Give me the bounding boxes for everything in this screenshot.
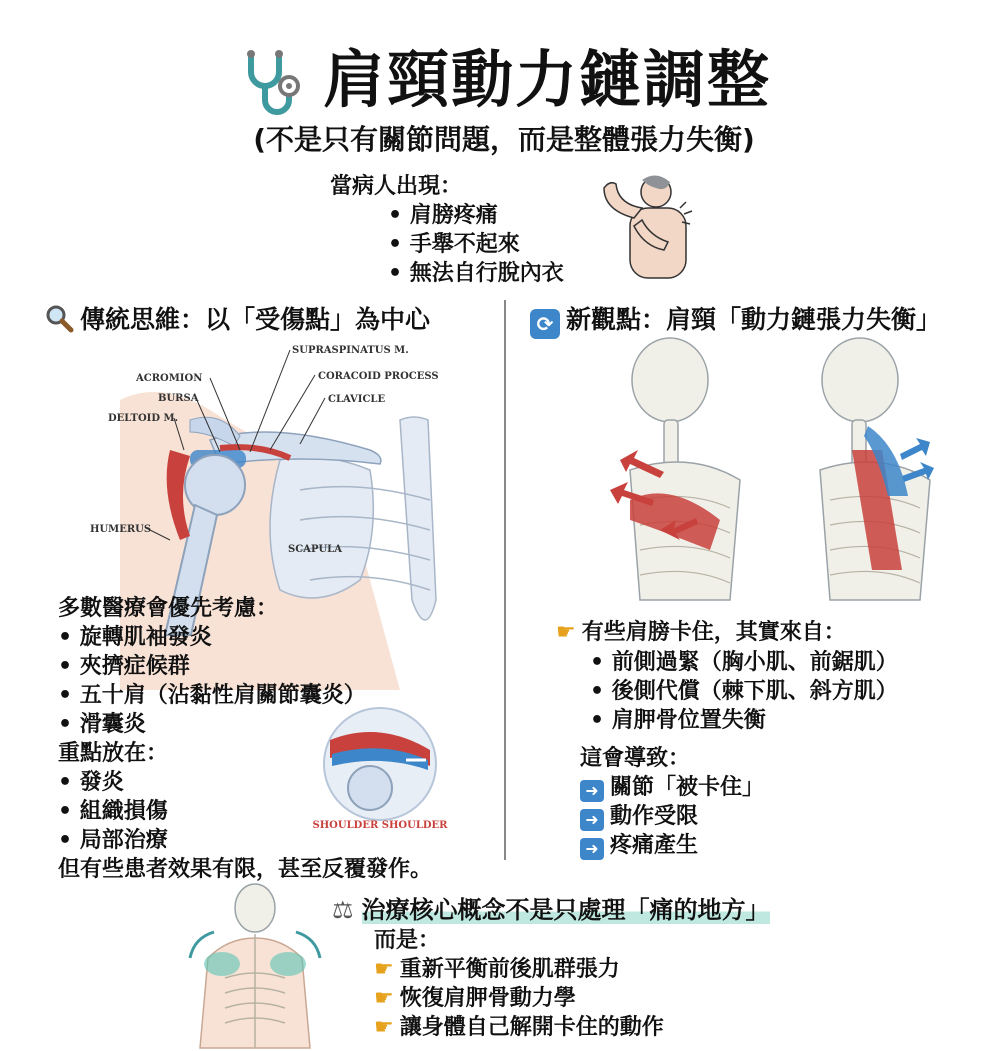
shoulder-joint-inset [310, 700, 450, 840]
list-item [580, 831, 764, 860]
core-item-text: 恢復肩胛骨動力學 [399, 986, 576, 1011]
focus-heading: 重點放在： [58, 741, 169, 766]
posture-skeleton-illustration [590, 330, 1000, 610]
list-item: • 後側代償（棘下肌、斜方肌） [590, 677, 898, 706]
label-bursa: BURSA [158, 393, 199, 404]
right-arrow-icon: ➜ [580, 809, 604, 831]
traditional-conclusion: 但有些患者效果有限，甚至反覆發作。 [58, 857, 433, 882]
core-item-text: 讓身體自己解開卡住的動作 [399, 1015, 664, 1040]
label-clavicle: CLAVICLE [328, 394, 386, 405]
stuck-heading-text: 有些肩膀卡住，其實來自： [581, 620, 846, 645]
result-heading: 這會導致： [580, 746, 691, 771]
list-item: • 手舉不起來 [388, 230, 564, 259]
core-item-text: 重新平衡前後肌群張力 [399, 957, 620, 982]
list-item: • 五十肩（沾黏性肩關節囊炎） [58, 681, 432, 710]
intro-list [330, 201, 564, 288]
traditional-heading-text: 傳統思維：以「受傷點」為中心 [80, 305, 431, 334]
list-item: • 肩胛骨位置失衡 [590, 706, 898, 735]
pointing-hand-icon: ☛ [374, 986, 394, 1011]
refresh-icon: ⟳ [530, 309, 560, 339]
list-item [374, 955, 664, 984]
list-item [374, 1013, 664, 1042]
result-text: 動作受限 [610, 804, 699, 829]
list-item: • 滑囊炎 [58, 710, 432, 739]
list-item: • 前側過緊（胸小肌、前鋸肌） [590, 648, 898, 677]
core-concept-heading [332, 890, 770, 925]
label-supraspinatus: SUPRASPINATUS M. [292, 345, 409, 356]
shoulder-pain-illustration [590, 168, 700, 280]
stethoscope-icon [237, 48, 309, 120]
right-arrow-icon: ➜ [580, 838, 604, 860]
shoulder-caption: SHOULDER SHOULDER [312, 820, 448, 831]
label-humerus: HUMERUS [90, 524, 152, 535]
new-view-heading-text: 新觀點：肩頸「動力鏈張力失衡」 [566, 305, 942, 334]
title-text: 肩頸動力鏈調整 [322, 43, 771, 116]
right-arrow-icon: ➜ [580, 780, 604, 802]
page-title [0, 30, 1008, 120]
magnifier-icon [44, 303, 74, 333]
pointing-hand-icon: ☛ [374, 957, 394, 982]
core-concept-block [374, 926, 664, 1042]
result-text: 關節「被卡住」 [610, 775, 765, 800]
intro-heading: 當病人出現： [330, 174, 463, 199]
stuck-heading [556, 618, 846, 647]
label-deltoid: DELTOID M. [108, 413, 179, 424]
list-item: • 無法自行脫內衣 [388, 259, 564, 288]
list-item: • 發炎 [58, 768, 432, 797]
list-item: • 旋轉肌袖發炎 [58, 623, 432, 652]
list-item: • 局部治療 [58, 826, 432, 855]
consider-heading: 多數醫療會優先考慮： [58, 596, 279, 621]
upper-body-skeleton-illustration [180, 878, 330, 1048]
core-concept-sub: 而是： [374, 928, 441, 953]
label-scapula: SCAPULA [288, 544, 342, 555]
pointing-hand-icon: ☛ [556, 620, 576, 645]
pointing-hand-icon: ☛ [374, 1015, 394, 1040]
label-coracoid: CORACOID PROCESS [318, 371, 439, 382]
result-block [580, 744, 764, 860]
stuck-list [590, 648, 898, 735]
list-item [374, 984, 664, 1013]
result-text: 疼痛產生 [610, 833, 699, 858]
list-item: • 夾擠症候群 [58, 652, 432, 681]
core-concept-heading-text: 治療核心概念不是只處理「痛的地方」 [361, 896, 770, 924]
traditional-heading [44, 300, 430, 336]
list-item: • 組織損傷 [58, 797, 432, 826]
column-divider [504, 300, 506, 860]
label-acromion: ACROMION [136, 373, 203, 384]
scales-icon: ⚖ [332, 896, 354, 924]
list-item: • 肩膀疼痛 [388, 201, 564, 230]
list-item [580, 773, 764, 802]
intro-block [330, 172, 564, 288]
list-item [580, 802, 764, 831]
subtitle: (不是只有關節問題，而是整體張力失衡) [253, 123, 755, 156]
